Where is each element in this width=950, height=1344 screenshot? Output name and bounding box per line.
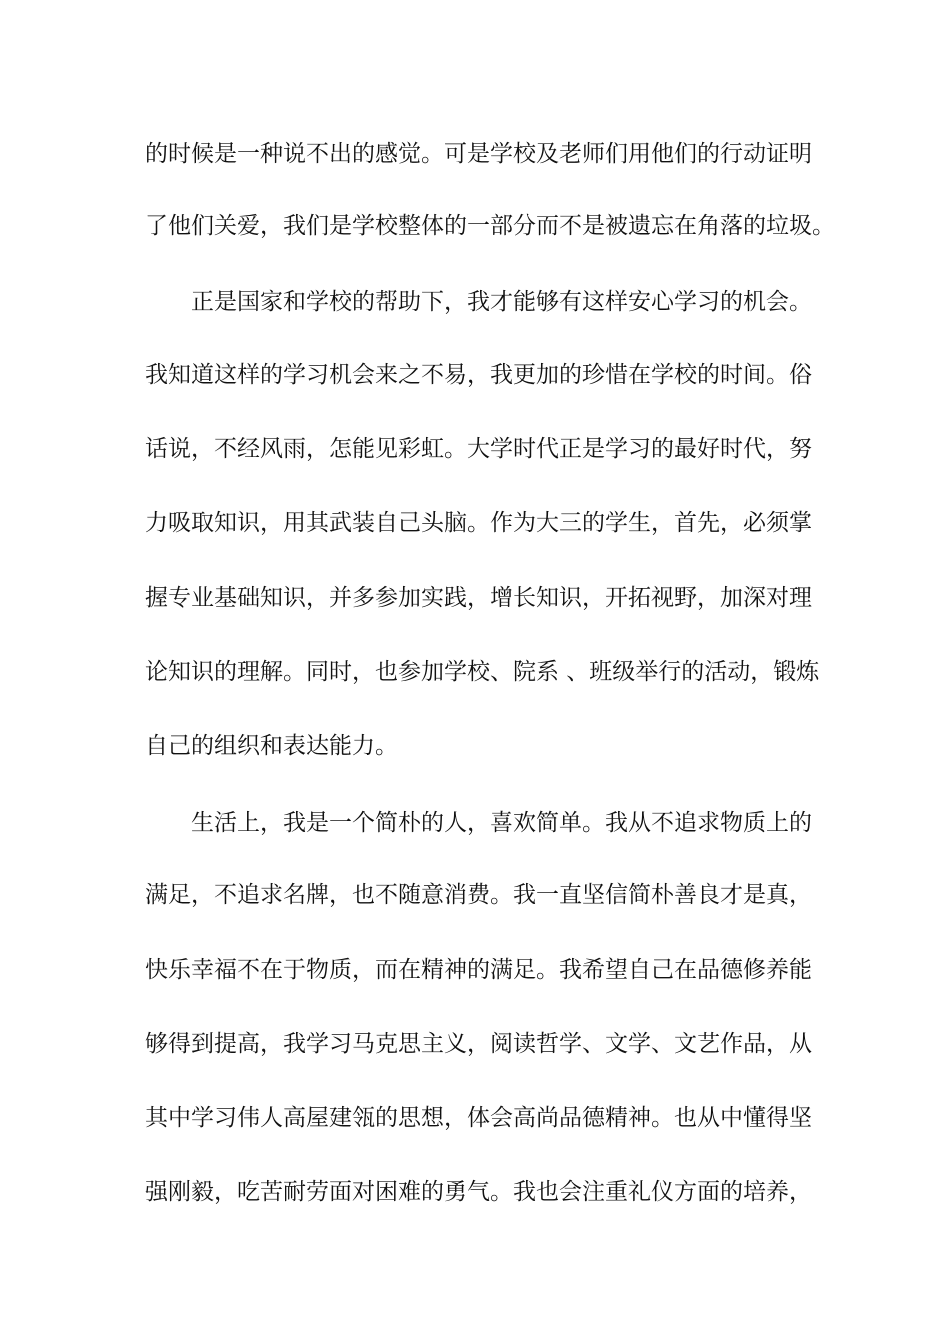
text-line: 够得到提高，我学习马克思主义，阅读哲学、文学、文艺作品，从: [145, 1031, 812, 1057]
paragraph-first-line: 正是国家和学校的帮助下，我才能够有这样安心学习的机会。: [191, 289, 812, 315]
text-line: 力吸取知识，用其武装自己头脑。作为大三的学生，首先，必须掌: [145, 510, 812, 536]
text-line: 了他们关爱，我们是学校整体的一部分而不是被遗忘在角落的垃圾。: [145, 213, 835, 239]
text-line: 满足，不追求名牌，也不随意消费。我一直坚信简朴善良才是真，: [145, 882, 812, 908]
text-line: 话说，不经风雨，怎能见彩虹。大学时代正是学习的最好时代，努: [145, 436, 812, 462]
text-line: 自己的组织和表达能力。: [145, 733, 398, 759]
text-line: 其中学习伟人高屋建瓴的思想，体会高尚品德精神。也从中懂得坚: [145, 1105, 812, 1131]
text-line: 论知识的理解。同时，也参加学校、院系 、班级举行的活动，锻炼: [145, 659, 820, 685]
text-line: 强刚毅，吃苦耐劳面对困难的勇气。我也会注重礼仪方面的培养，: [145, 1179, 812, 1205]
text-line: 我知道这样的学习机会来之不易，我更加的珍惜在学校的时间。俗: [145, 362, 812, 388]
paragraph-first-line: 生活上，我是一个简朴的人，喜欢简单。我从不追求物质上的: [191, 810, 812, 836]
text-line: 握专业基础知识，并多参加实践，增长知识，开拓视野，加深对理: [145, 585, 812, 611]
text-line: 快乐幸福不在于物质，而在精神的满足。我希望自己在品德修养能: [145, 957, 812, 983]
text-line: 的时候是一种说不出的感觉。可是学校及老师们用他们的行动证明: [145, 141, 812, 167]
